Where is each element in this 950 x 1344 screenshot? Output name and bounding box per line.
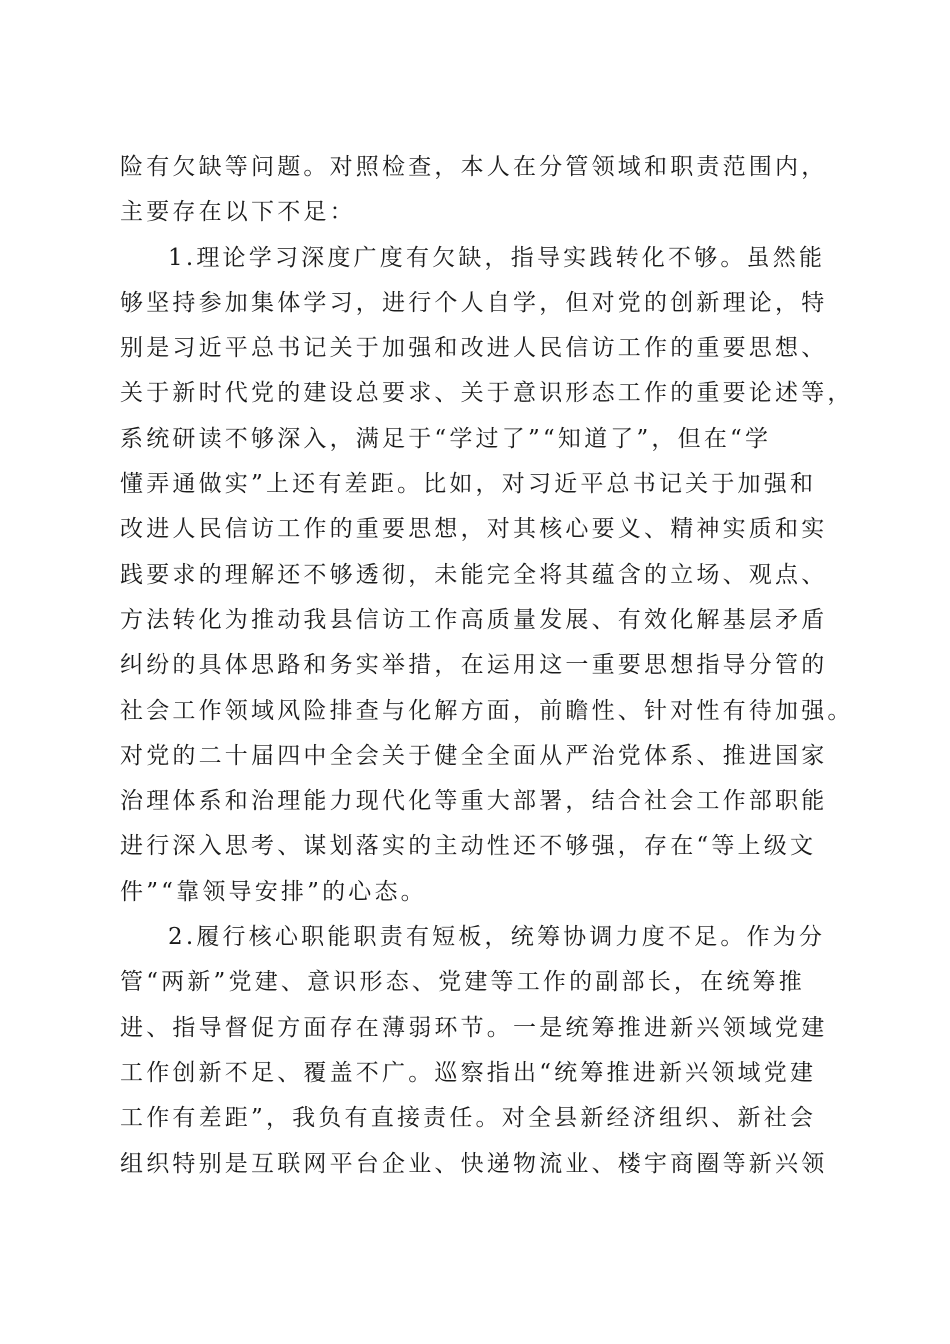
text-line: 纠纷的具体思路和务实举措，在运用这一重要思想指导分管的 bbox=[120, 652, 828, 679]
text-line: 别是习近平总书记关于加强和改进人民信访工作的重要思想、 bbox=[120, 335, 828, 362]
text-line: 工作有差距”，我负有直接责任。对全县新经济组织、新社会 bbox=[120, 1105, 817, 1132]
text-line: 件”“靠领导安排”的心态。 bbox=[120, 878, 427, 905]
text-line: 改进人民信访工作的重要思想，对其核心要义、精神实质和实 bbox=[120, 516, 828, 543]
text-line: 主要存在以下不足： bbox=[120, 199, 356, 226]
text-line: 社会工作领域风险排查与化解方面，前瞻性、针对性有待加强。 bbox=[120, 697, 854, 724]
paragraph-start-line: 1.理论学习深度广度有欠缺，指导实践转化不够。虽然能 bbox=[168, 244, 826, 271]
text-line: 组织特别是互联网平台企业、快递物流业、楼宇商圈等新兴领 bbox=[120, 1150, 828, 1177]
text-line: 够坚持参加集体学习，进行个人自学，但对党的创新理论，特 bbox=[120, 289, 828, 316]
text-line: 进、指导督促方面存在薄弱环节。一是统筹推进新兴领域党建 bbox=[120, 1014, 828, 1041]
text-line: 关于新时代党的建设总要求、关于意识形态工作的重要论述等， bbox=[120, 380, 854, 407]
text-line: 治理体系和治理能力现代化等重大部署，结合社会工作部职能 bbox=[120, 788, 828, 815]
text-line: 践要求的理解还不够透彻，未能完全将其蕴含的立场、观点、 bbox=[120, 561, 828, 588]
body-text bbox=[120, 145, 854, 1187]
text-line: 懂弄通做实”上还有差距。比如，对习近平总书记关于加强和 bbox=[120, 471, 817, 498]
text-line: 工作创新不足、覆盖不广。巡察指出“统筹推进新兴领域党建 bbox=[120, 1059, 817, 1086]
text-line: 对党的二十届四中全会关于健全全面从严治党体系、推进国家 bbox=[120, 742, 828, 769]
paragraph-start-line: 2.履行核心职能职责有短板，统筹协调力度不足。作为分 bbox=[168, 924, 826, 951]
text-line: 险有欠缺等问题。对照检查，本人在分管领域和职责范围内， bbox=[120, 154, 828, 180]
text-line: 管“两新”党建、意识形态、党建等工作的副部长，在统筹推 bbox=[120, 969, 805, 996]
text-line: 方法转化为推动我县信访工作高质量发展、有效化解基层矛盾 bbox=[120, 606, 828, 633]
text-line: 进行深入思考、谋划落实的主动性还不够强，存在“等上级文 bbox=[120, 833, 817, 860]
text-line: 系统研读不够深入，满足于“学过了”“知道了”，但在“学 bbox=[120, 425, 772, 452]
